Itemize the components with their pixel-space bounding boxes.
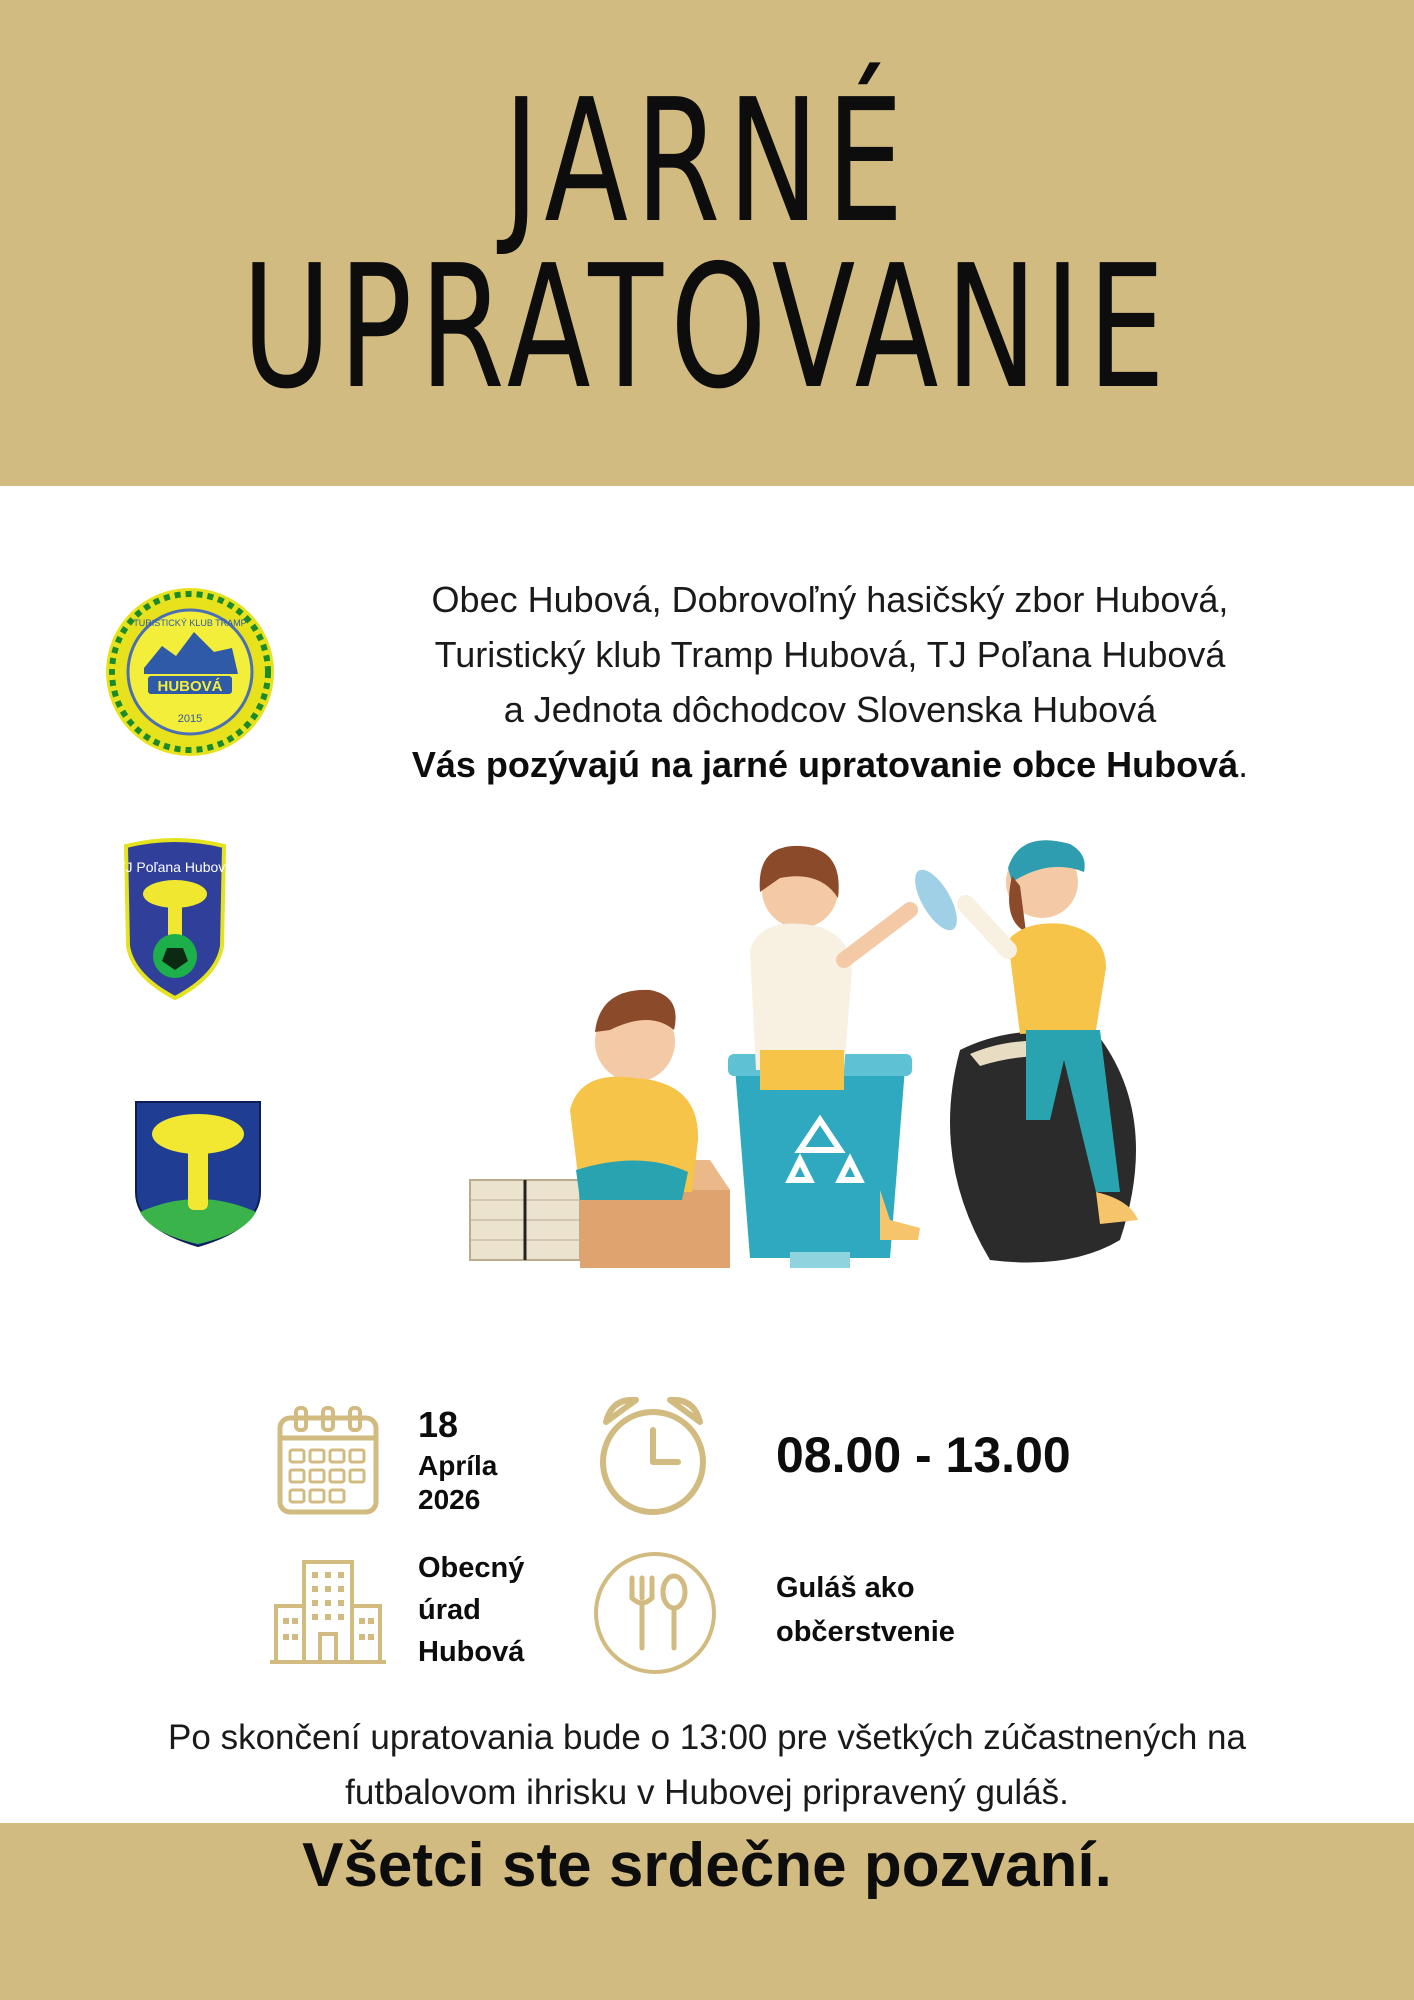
note-line1: Po skončení upratovania bude o 13:00 pre všetkých zúčastnených na <box>168 1718 1246 1757</box>
event-date-year: 2026 <box>418 1484 481 1515</box>
page-title-line1: JARNÉ <box>503 63 911 261</box>
intro-line1: Obec Hubová, Dobrovoľný hasičský zbor Hubová, <box>431 579 1229 620</box>
intro-invite-end: . <box>1238 744 1249 785</box>
intro-line2: Turistický klub Tramp Hubová, TJ Poľana Hubová <box>434 634 1226 675</box>
place-line3: Hubová <box>418 1636 525 1668</box>
alarm-clock-icon <box>598 1392 708 1523</box>
after-event-note <box>40 1710 1374 1820</box>
closing-text: Všetci ste srdečne pozvaní. <box>302 1831 1112 1900</box>
event-time-range: 08.00 - 13.00 <box>776 1427 1071 1483</box>
tramp-club-logo-icon <box>104 586 276 763</box>
polana-logo-text: TJ Poľana Hubová <box>122 859 228 875</box>
kids-recycling-illustration-icon <box>460 820 1220 1285</box>
tj-polana-logo-icon <box>122 836 228 1007</box>
intro-line3: a Jednota dôchodcov Slovenska Hubová <box>503 689 1157 730</box>
tramp-logo-year: 2015 <box>177 713 203 725</box>
intro-invite <box>340 737 1320 792</box>
page-title-line2: UPRATOVANIE <box>241 229 1173 427</box>
meal-line1: Guláš ako <box>776 1572 915 1604</box>
event-date-month: Apríla <box>418 1450 498 1481</box>
fork-spoon-icon <box>592 1550 718 1681</box>
tramp-logo-top: TURISTICKÝ KLUB TRAMP <box>133 618 247 628</box>
tramp-logo-name: HUBOVÁ <box>157 678 223 695</box>
intro-invite-bold: Vás pozývajú na jarné upratovanie obce Hubová <box>411 744 1239 785</box>
calendar-icon <box>276 1404 380 1523</box>
place-line1: Obecný <box>418 1552 525 1584</box>
meal-line2: občerstvenie <box>776 1616 955 1648</box>
note-line2: futbalovom ihrisku v Hubovej pripravený guláš. <box>345 1773 1069 1812</box>
invitation-text <box>340 572 1320 792</box>
event-date-day: 18 <box>418 1404 459 1445</box>
village-coat-of-arms-icon <box>134 1100 262 1253</box>
place-line2: úrad <box>418 1594 481 1626</box>
building-icon <box>270 1556 386 1673</box>
